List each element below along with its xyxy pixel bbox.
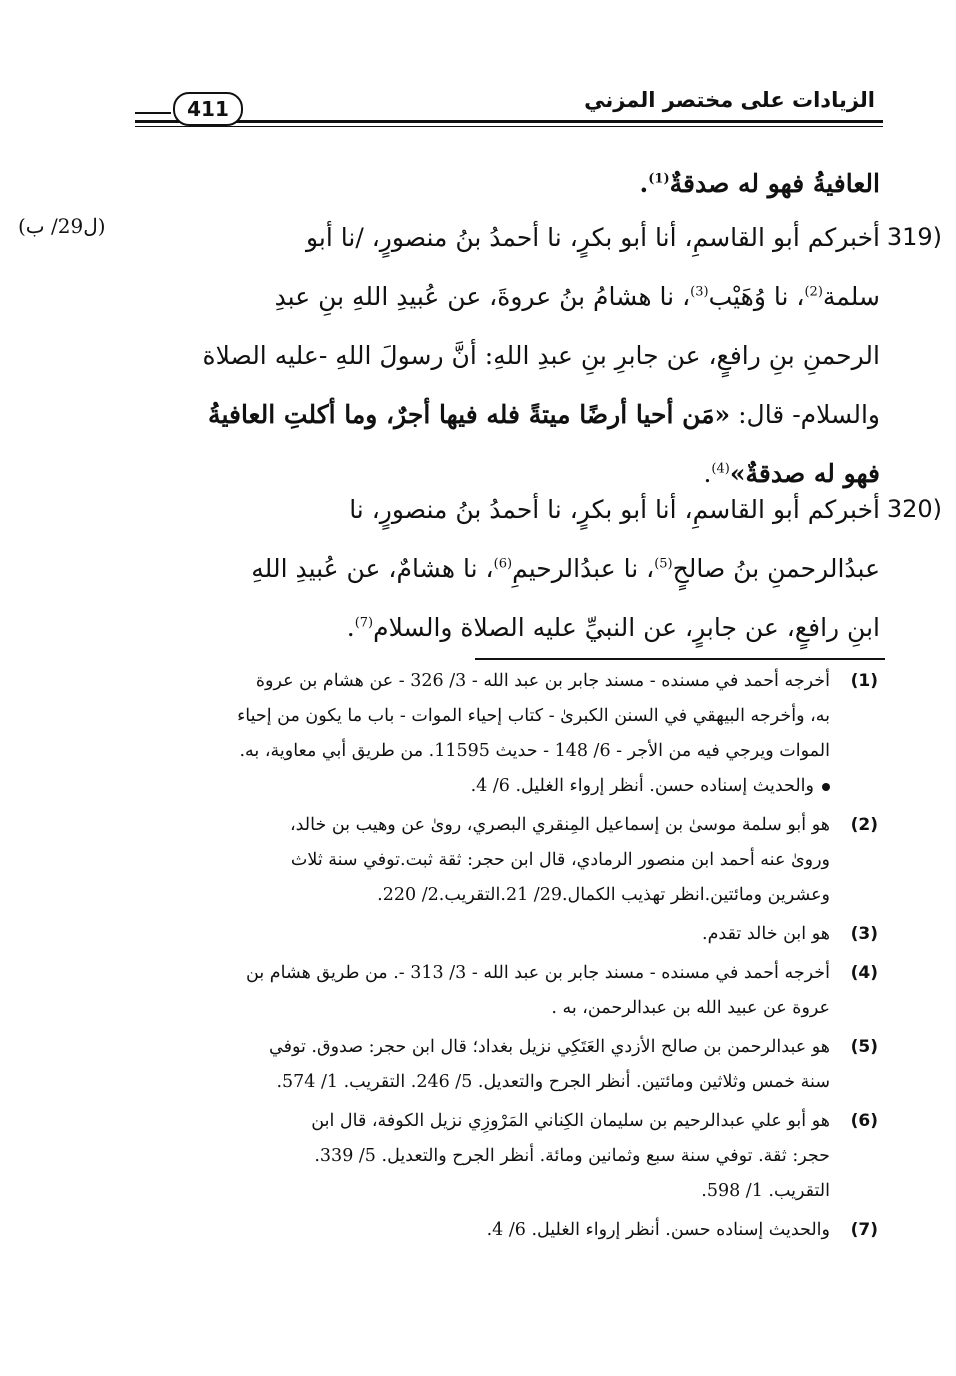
footnote-number: (6): [850, 1111, 878, 1131]
footnote-line: هو ابن خالد تقدم.: [702, 924, 830, 944]
footnote-bullet-text: والحديث إسناده حسن. أنظر إرواء الغليل. 6/ 4.: [470, 776, 814, 796]
footnote-1: [178, 664, 878, 804]
hadith-319: [190, 208, 942, 503]
footnote-number: (7): [850, 1220, 878, 1240]
footnote-ref: (5): [654, 556, 673, 572]
footnote-ref: (4): [711, 461, 730, 477]
footnote-line: والحديث إسناده حسن. أنظر إرواء الغليل. 6/ 4.: [486, 1220, 830, 1240]
hadith-text: «مَن أحيا أرضًا ميتةً فله فيها أجرٌ، وما أكلتِ العافيةُ: [208, 400, 731, 429]
text-span: ، نا عبدُالرحيمِ: [512, 554, 655, 583]
period: .: [639, 169, 649, 198]
manuscript-folio-note: (ل29/ ب): [18, 214, 106, 238]
footnote-ref: (2): [804, 284, 823, 300]
footnote-number: (5): [850, 1037, 878, 1057]
footnote-5: [178, 1030, 878, 1100]
footnote-line: به، وأخرجه البيهقي في السنن الكبرىٰ - كتاب إحياء الموات - باب ما يكون من إحياء: [237, 706, 830, 726]
text-span: والسلام- قال:: [730, 400, 880, 429]
footnote-line: هو أبو سلمة موسىٰ بن إسماعيل المِنقري البصري، روىٰ عن وهيب بن خالد،: [289, 815, 830, 835]
footnote-3: [178, 917, 878, 952]
footnote-line: عروة عن عبيد الله بن عبدالرحمن، به .: [551, 998, 830, 1018]
footnote-line: وعشرين ومائتين.انظر تهذيب الكمال.29/ 21.التقريب.2/ 220.: [377, 885, 830, 905]
period: .: [703, 459, 712, 488]
period: .: [346, 613, 355, 642]
line: أخبركم أبو القاسمِ، أنا أبو بكرٍ، نا أحمدُ بنُ منصورٍ، نا: [349, 495, 880, 524]
continuation-paragraph: [190, 154, 880, 213]
footnote-number: (3): [850, 924, 878, 944]
footnote-number: (1): [850, 671, 878, 691]
text-span: سلمة: [822, 282, 880, 311]
page-number: 411: [173, 92, 243, 126]
footnote-line: سنة خمس وثلاثين ومائتين. أنظر الجرح والتعديل. 5/ 246. التقريب. 1/ 574.: [276, 1072, 830, 1092]
text-span: ، نا وُهَيْب: [708, 282, 805, 311]
footnotes: [178, 664, 878, 1252]
text-span: ابنِ رافعٍ، عن جابرٍ، عن النبيِّ عليه الصلاة والسلام: [373, 613, 880, 642]
footnote-line: هو أبو علي عبدالرحيم بن سليمان الكِناني المَرْوزِي نزيل الكوفة، قال ابن: [311, 1111, 830, 1131]
footnote-6: [178, 1104, 878, 1209]
footnote-line: أخرجه أحمد في مسنده - مسند جابر بن عبد الله - 3/ 313 -. من طريق هشام بن: [246, 963, 830, 983]
footnote-4: [178, 956, 878, 1026]
running-title: الزيادات على مختصر المزني: [584, 88, 875, 112]
line: أخبركم أبو القاسمِ، أنا أبو بكرٍ، نا أحمدُ بنُ منصورٍ، /نا أبو: [306, 223, 880, 252]
footnote-number: (2): [850, 815, 878, 835]
text-span: ، نا هشامٌ، عن عُبيدِ اللهِ: [251, 554, 494, 583]
footnote-line: وروىٰ عنه أحمد ابن منصور الرمادي، قال ابن حجر: ثقة ثبت.توفي سنة ثلاث: [290, 850, 830, 870]
line: [190, 598, 880, 657]
footnote-2: [178, 808, 878, 913]
footnote-ref: (7): [354, 615, 374, 631]
text-span: عبدُالرحمنِ بنُ صالحٍ: [672, 554, 880, 583]
line: [190, 385, 880, 444]
footnote-line: هو عبدالرحمن بن صالح الأزدي العَتَكِي نزيل بغداد؛ قال ابن حجر: صدوق. توفي: [269, 1037, 830, 1057]
line: الرحمنِ بنِ رافعٍ، عن جابرِ بنِ عبدِ اللهِ: أنَّ رسولَ اللهِ -عليه الصلاة: [202, 341, 880, 370]
footnote-line: التقريب. 1/ 598.: [701, 1181, 830, 1201]
bullet-icon: [822, 783, 830, 791]
line: [190, 539, 880, 598]
header-rule-thin: [135, 126, 883, 127]
footnote-ref: (1): [648, 171, 670, 187]
hadith-number: 320): [886, 495, 942, 523]
footnote-line: [178, 769, 830, 804]
footnote-line: أخرجه أحمد في مسنده - مسند جابر بن عبد الله - 3/ 326 - عن هشام بن عروة: [255, 671, 830, 691]
line: [190, 267, 880, 326]
footnote-7: [178, 1213, 878, 1248]
page-header: [135, 78, 883, 128]
text-span: ، نا هشامُ بنُ عروةَ، عن عُبيدِ اللهِ بنِ عبدِ: [274, 282, 691, 311]
footnote-ref: (6): [493, 556, 513, 572]
footnote-line: الموات ويرجي فيه من الأجر - 6/ 148 - حديث 11595. من طريق أبي معاوية، به.: [239, 741, 830, 761]
continuation-text: العافيةُ فهو له صدقةٌ: [669, 169, 880, 198]
hadith-number: 319): [886, 223, 942, 251]
hadith-text: فهو له صدقةٌ»: [729, 459, 880, 488]
footnote-ref: (3): [690, 284, 709, 300]
header-rule: [135, 120, 883, 123]
footnote-line: حجر: ثقة. توفي سنة سبع وثمانين ومائة. أنظر الجرح والتعديل. 5/ 339.: [314, 1146, 830, 1166]
hadith-320: [190, 480, 942, 657]
header-rule-stub: [135, 112, 171, 114]
footnote-number: (4): [850, 963, 878, 983]
footnote-separator: [475, 658, 885, 660]
